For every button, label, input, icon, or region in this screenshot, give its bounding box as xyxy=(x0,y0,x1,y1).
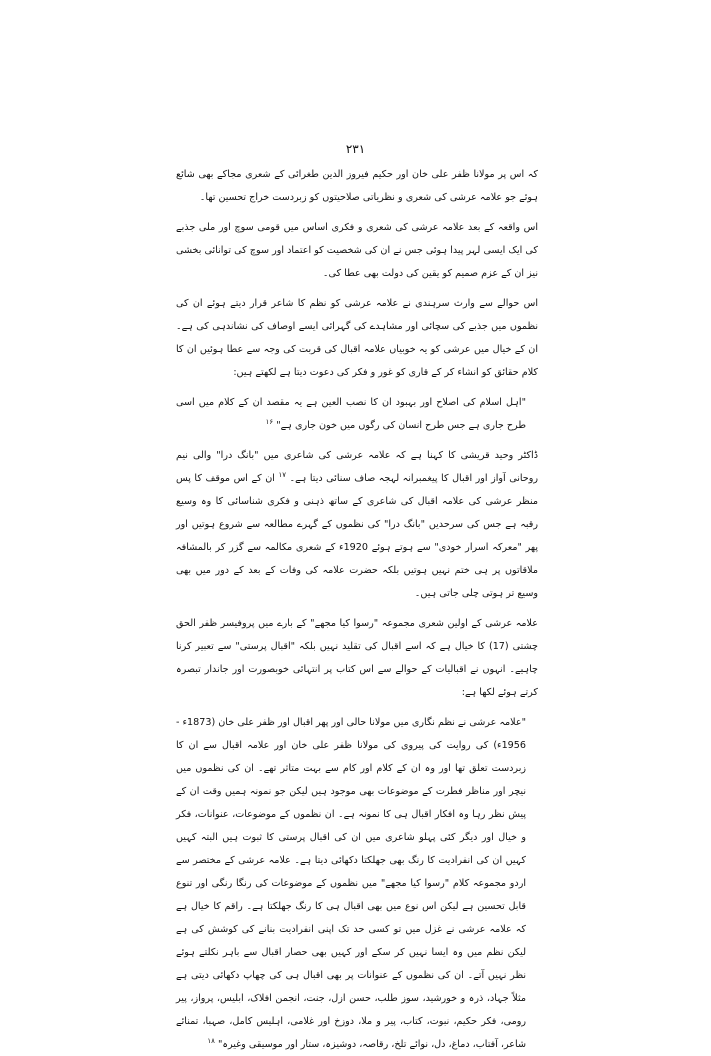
paragraph-2: اس واقعہ کے بعد علامہ عرشی کی شعری و فکری اساس میں قومی سوچ اور ملی جذبے کی ایک ایسی لہر پیدا ہوئی جس نے ان کی شخصیت کو اعتماد اور سوچ کی توانائی بخشی نیز ان کے عزم صمیم کو یقین کی دولت بھی عطا کی۔ xyxy=(176,222,538,279)
quotation-1 xyxy=(176,391,526,437)
page-body xyxy=(176,163,538,1056)
quotation-2 xyxy=(176,711,526,1056)
page-number: ۲۳۱ xyxy=(345,142,366,156)
quotation-1-text: "اہل اسلام کی اصلاح اور بہبود ان کا نصب العین ہے یہ مقصد ان کے کلام میں اسی طرح جاری ہے جس طرح انسان کی رگوں میں خون جاری ہے" xyxy=(176,397,526,431)
paragraph-4-before: ڈاکٹر وحید قریشی کا کہنا ہے کہ علامہ عرشی کی شاعری میں "بانگ درا" والی نیم روحانی آواز اور اقبال کا پیغمبرانہ لہجہ صاف سنائی دیتا ہے۔ xyxy=(176,450,538,484)
paragraph-1: کہ اس پر مولانا ظفر علی خان اور حکیم فیروز الدین طغرائی کے شعری مجاکے بھی شائع ہوئے جو علامہ عرشی کی شعری و نظریاتی صلاحیتوں کو زبردست خراج تحسین تھا۔ xyxy=(176,169,538,203)
footnote-marker-17: ۱۷ xyxy=(278,470,286,479)
footnote-marker-18: ۱۸ xyxy=(207,1036,215,1045)
paragraph-3: اس حوالے سے وارث سرہندی نے علامہ عرشی کو نظم کا شاعر قرار دیتے ہوئے ان کی نظموں میں جذبے کی سچائی اور مشاہدے کی گہرائی ایسے اوصاف کی نشاندہی کی ہے۔ ان کے خیال میں عرشی کو یہ خوبیاں علامہ اقبال کی قربت کی وجہ سے عطا ہوئیں ان کا کلام حقائق کو انشاء کر کے قاری کو غور و فکر کی دعوت دیتا ہے لکھتے ہیں: xyxy=(176,298,538,378)
paragraph-4 xyxy=(176,444,538,605)
quotation-2-text: "علامہ عرشی نے نظم نگاری میں مولانا حالی اور پھر اقبال اور ظفر علی خان (1873ء - 1956ء) کی روایت کی پیروی کی مولانا ظفر علی خان اور علامہ اقبال سے ان کا زبردست تعلق تھا اور وہ ان کے کلام اور کام سے بہت متاثر تھے۔ ان کی نظموں میں نیچر اور مناظر فطرت کے موضوعات بھی موجود ہیں لیکن جو نمونہ ہمیں وقت ان کے پیش نظر رہا وہ افکار اقبال ہی کا نمونہ ہے۔ ان نظموں کے موضوعات، عنوانات، فکر و خیال اور دیگر کئی پہلو شاعری میں ان کی اقبال پرستی کا ثبوت ہیں البتہ کہیں کہیں ان کی انفرادیت کا رنگ بھی جھلکتا دکھائی دیتا ہے۔ علامہ عرشی کے مختصر سے اردو مجموعہ کلام "رسوا کیا مجھے" میں نظموں کے موضوعات کی رنگا رنگی اور تنوع قابل تحسین ہے لیکن اس نوع میں بھی اقبال ہی کا رنگ جھلکتا ہے۔ راقم کا خیال ہے کہ علامہ عرشی نے غزل میں تو کسی حد تک اپنی انفرادیت بنانے کی کوشش کی ہے لیکن نظم میں وہ ایسا نہیں کر سکے اور کہیں بھی حصار اقبال سے باہر نکلتے ہوئے نظر نہیں آتے۔ ان کی نظموں کے عنوانات پر بھی اقبال ہی کی چھاپ دکھائی دیتی ہے مثلاً جہاد، ذرہ و خورشید، سوز طلب، حسن ازل، جنت، انجمن افلاک، ابلیس، پرواز، پیر رومی، فکر حکیم، نبوت، کتاب، پیر و ملا، دوزخ اور غلامی، اہلیس کامل، صہبا، تمنائے شاعر، آفتاب، دماغ، دل، نوائے تلخ، رقاصہ، دوشیزہ، ستار اور موسیقی وغیرہ" xyxy=(176,717,526,1050)
footnote-marker-16: ۱۶ xyxy=(265,417,274,426)
paragraph-5: علامہ عرشی کے اولین شعری مجموعہ "رسوا کیا مجھے" کے بارے میں پروفیسر ظفر الحق چشتی (17) کا خیال ہے کہ اسے اقبال کی تقلید نہیں بلکہ "اقبال پرستی" سے تعبیر کرنا چاہیے۔ انہوں نے اقبالیات کے حوالے سے اس کتاب پر انتہائی خوبصورت اور جاندار تبصرہ کرتے ہوئے لکھا ہے: xyxy=(176,618,538,698)
paragraph-4-after: ان کے اس موقف کا پس منظر عرشی کی علامہ اقبال کی شاعری کے ساتھ ذہنی و فکری شناسائی کا وہ وسیع رقبہ ہے جس کی سرحدیں "بانگ درا" کی نظموں کے گہرے مطالعہ سے شروع ہوتیں اور پھر "معرکہ اسرار خودی" سے ہوتے ہوئے 1920ء کے شعری مکالمہ سے گزر کر بالمشافہ ملاقاتوں پر ہی ختم نہیں ہوتیں بلکہ حضرت علامہ کی وفات کے بعد کے دور میں بھی وسیع تر ہوتی چلی جاتی ہیں۔ xyxy=(176,473,539,599)
